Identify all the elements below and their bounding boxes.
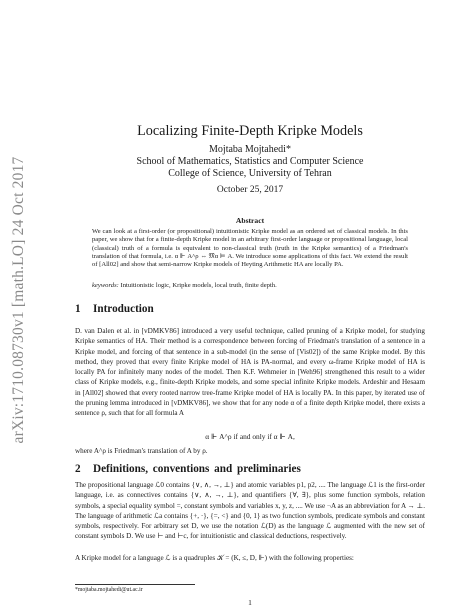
footnote-email: *mojtaba.mojtahedi@ut.ac.ir (75, 587, 143, 593)
abstract-heading: Abstract (235, 216, 265, 225)
author-block (75, 144, 425, 181)
section-1-number: 1 (75, 303, 81, 315)
page-number: 1 (248, 598, 252, 607)
arxiv-id: arXiv:1710.08730v1 [math.LO] 24 Oct 2017 (10, 156, 27, 444)
footnote-rule (75, 584, 195, 585)
section-2-title: Definitions, conventions and preliminaries (93, 463, 301, 475)
keywords-list: Intuitionistic logic, Kripke models, local truth, finite depth. (120, 282, 277, 289)
author-affiliation-2: College of Science, University of Tehran (168, 168, 332, 180)
section-2-heading (75, 463, 425, 475)
keywords-label: keywords: (92, 282, 119, 289)
paper-title: Localizing Finite-Depth Kripke Models (137, 123, 363, 139)
author-name: Mojtaba Mojtahedi* (209, 144, 291, 155)
abstract-text: We can look at a first-order (or propositional) intuitionistic Kripke model as an ordered set of classical models. In this paper, we show that for a finite-depth Kripke model in an arbitrary first-order language or propositional language, local (classical) truth of a formula is equivalent to non-classical truth (truth in the Kripke semantics) of a Friedman's translation of that formula, i.e. α ⊩ A^ρ ⇔ 𝔐α ⊨ A. We introduce some applications of this fact. We extend the result of [All02] and show that semi-narrow Kripke models of Heyting Arithmetic HA are locally PA. (92, 228, 408, 269)
section-2-number: 2 (75, 463, 81, 475)
paper-page (75, 0, 425, 613)
definitions-paragraph: The propositional language ℒ0 contains {∨, ∧, →, ⊥} and atomic variables p1, p2, .... The language ℒ1 is the first-order language, i.e. as connectives contains {∨, ∧, →, ⊥}, and quantifiers {∀, ∃}, plus some function symbols, relation symbols, a special equality symbol =, constant symbols and variables x, y, z, .... We use ¬A as an abbreviation for A → ⊥. The language of arithmetic ℒa contains {+, ·}, {=, <} and {0, 1} as two function symbols, predicate symbols and constant symbols, respectively. For arbitrary set D, we use the notation ℒ(D) as the language ℒ augmented with the new set of constant symbols D. We use ⊢ and ⊢c, for intuitionistic and classical deductions, respectively. (75, 481, 425, 541)
author-affiliation-1: School of Mathematics, Statistics and Computer Science (136, 156, 364, 168)
equation: α ⊩ A^ρ if and only if α ⊩ A, (205, 432, 295, 441)
keywords (92, 282, 408, 290)
intro-paragraph-2: where A^ρ is Friedman's translation of A by ρ. (75, 447, 208, 455)
kripke-model-paragraph: A Kripke model for a language ℒ is a quadruples 𝒦 = (K, ≤, D, ⊩) with the following properties: (75, 554, 354, 562)
section-1-heading (75, 303, 425, 315)
paper-date: October 25, 2017 (216, 185, 284, 195)
arxiv-sidebar-stamp (6, 150, 32, 450)
section-1-title: Introduction (93, 303, 154, 315)
intro-paragraph: D. van Dalen et al. in [vDMKV86] introduced a very useful technique, called pruning of a Kripke model, for studying Kripke semantics of HA. Their method is a correspondence between forcing of Friedman's translation of a sentence in a Kripke model, and forcing of that sentence in a sub-model (in the sense of [Vis02]) of the same Kripke model. By this method, they proved that every finite Kripke model of HA is PA-normal, and every ω-frame Kripke model of HA is locally PA for infinitely many nodes of the model. Then K.F. Wehmeier in [Weh96] strengthened this result to a wider class of Kripke models, e.g., finite-depth Kripke models, and some special infinite Kripke models. Ardeshir and Hesaam in [All02] showed that every rooted narrow tree-frame Kripke model of HA is locally PA. In this paper, by iterated use of the pruning lemma introduced in [vDMKV86], we show that for any node α of a finite depth Kripke model, there exists a sentence ρ, such that for all formula A (75, 327, 425, 418)
